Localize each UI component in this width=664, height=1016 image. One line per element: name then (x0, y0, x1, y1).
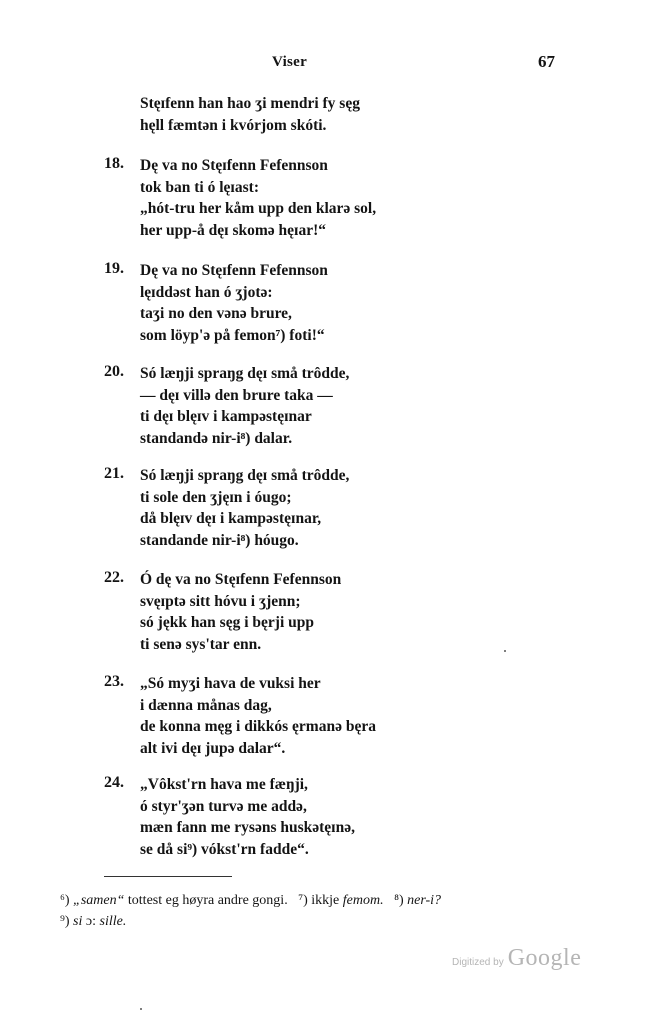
running-title: Viser (272, 54, 308, 70)
verse-line: Dę va no Stęɪfenn Fefennson (140, 157, 328, 174)
footnotes (60, 890, 441, 932)
verse-line: „Só myʒi hava de vuksi her (140, 675, 321, 692)
footnote-text: ikkje (311, 893, 340, 908)
footnote-mark: ⁶) (60, 893, 70, 908)
verse-line: ti dęɪ blęɪv i kampəstęɪnar (140, 408, 312, 425)
verse-line: de konna męg i dikkós ęrmanə bęra (140, 718, 376, 735)
stanza-number: 21. (104, 465, 124, 482)
footnote-gloss: sille. (99, 914, 127, 929)
stanza-lines (140, 673, 376, 759)
page-number: 67 (538, 52, 555, 71)
stanza-number: 23. (104, 673, 124, 690)
stanza-number: 18. (104, 155, 124, 172)
verse-line: standandə nir-i⁸) dalar. (140, 429, 293, 447)
verse-line: só jękk han sęg i bęrji upp (140, 614, 314, 631)
stanza-number: 20. (104, 363, 124, 380)
stanza-number: 22. (104, 569, 124, 586)
verse-line: taʒi no den vənə brure, (140, 305, 292, 322)
stanza-lines (140, 465, 349, 551)
verse-line: se då si⁹) vókst'rn fadde“. (140, 840, 309, 858)
footnote-mark: ⁷) (298, 893, 308, 908)
verse-line: ó styr'ʒən turvə me addə, (140, 797, 307, 815)
verse-line: ti senə sys'tar enn. (140, 635, 262, 653)
digitized-watermark (452, 945, 581, 972)
verse-line: i dænna månas dag, (140, 696, 272, 714)
stanza-lines (140, 363, 349, 449)
stanza-number: 19. (104, 260, 124, 277)
verse-line: Só læŋji spraŋg dęɪ små trôdde, (140, 365, 350, 382)
verse-line: mæn fann me rysəns huskətęɪnə, (140, 819, 356, 836)
footnote-quote: „samen“ (73, 893, 125, 908)
verse-line: — dęɪ villə den brure taka — (140, 386, 333, 404)
footnote-mark: ⁸) (394, 893, 404, 908)
stanza-lines (140, 260, 328, 346)
verse-line: „Vôkst'rn hava me fæŋji, (140, 776, 308, 793)
footnote-rule (104, 876, 232, 877)
verse-line: Só læŋji spraŋg dęɪ små trôdde, (140, 467, 350, 484)
stanza-number: 24. (104, 774, 124, 791)
paper-speck (504, 650, 506, 652)
stanza-lines (140, 93, 360, 136)
verse-line: Stęɪfenn han hao ʒi mendri fy sęg (140, 95, 360, 112)
footnote-mark: ⁹) (60, 914, 70, 929)
footnote-word: si (73, 914, 83, 929)
verse-line: hęll fæmtən i kvórjom skóti. (140, 116, 327, 134)
footnote-text: tottest eg høyra andre gongi. (127, 893, 288, 908)
verse-line: her upp-å dęɪ skomə hęɪar!“ (140, 221, 327, 239)
footnote-word: femom. (342, 893, 384, 908)
verse-line: „hót-tru her kåm upp den klarə sol, (140, 200, 377, 217)
footnote-symbol: ɔ: (85, 914, 96, 929)
verse-line: ti sole den ʒjęɪn i óugo; (140, 488, 292, 506)
paper-speck (140, 1008, 142, 1010)
footnote-line (60, 890, 441, 911)
verse-line: som löyp'ə på femon⁷) foti!“ (140, 326, 325, 344)
footnote-word: ner-i? (407, 893, 442, 908)
verse-line: Dę va no Stęɪfenn Fefennson (140, 262, 328, 279)
stanza-lines (140, 774, 355, 860)
verse-line: tok ban ti ó lęɪast: (140, 178, 259, 196)
verse-line: svęɪptə sitt hóvu i ʒjenn; (140, 592, 301, 610)
watermark-small-text: Digitized by (452, 957, 504, 968)
footnote-line (60, 911, 441, 932)
verse-line: lęɪddəst han ó ʒjotə: (140, 283, 273, 301)
verse-line: Ó dę va no Stęɪfenn Fefennson (140, 571, 342, 588)
stanza-lines (140, 569, 341, 655)
watermark-logo-text: Google (507, 945, 582, 971)
verse-line: standande nir-i⁸) hóugo. (140, 531, 299, 549)
verse-line: då blęɪv dęɪ i kampəstęɪnar, (140, 510, 322, 527)
stanza-lines (140, 155, 376, 241)
verse-line: alt ivi dęɪ jupə dalar“. (140, 739, 286, 757)
